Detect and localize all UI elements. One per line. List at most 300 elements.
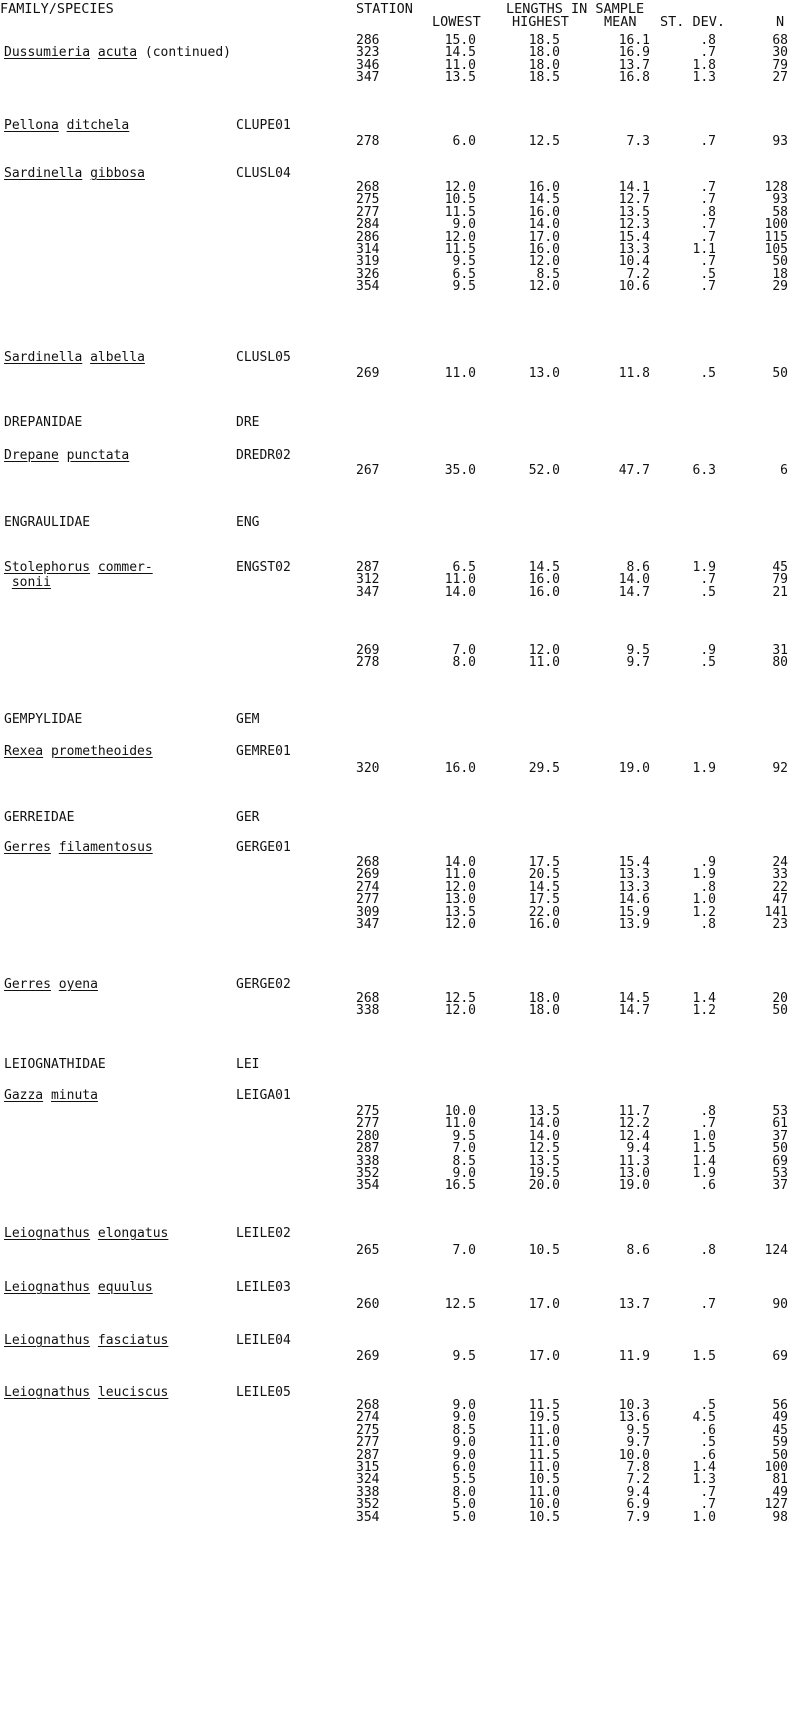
- st-dev-cell: .7: [700, 254, 716, 270]
- mean-cell: 7.2: [626, 266, 650, 282]
- mean-cell: 13.5: [618, 204, 650, 220]
- station-cell: 287: [356, 1447, 380, 1463]
- n-cell: 50: [772, 366, 788, 381]
- n-cell: 37: [772, 1178, 788, 1194]
- highest-cell: 16.0: [528, 584, 560, 600]
- lowest-cell: 12.0: [444, 916, 476, 932]
- mean-cell: 13.9: [618, 916, 650, 932]
- station-cell: 323: [356, 45, 380, 61]
- lowest-cell: 6.0: [452, 134, 476, 149]
- st-dev-cell: .7: [700, 1116, 716, 1132]
- table-row: [0, 366, 800, 381]
- table-row: [0, 1106, 800, 1118]
- highest-cell: 14.5: [528, 560, 560, 575]
- lowest-cell: 9.0: [452, 217, 476, 233]
- measurement-rows: [0, 182, 800, 294]
- st-dev-cell: .6: [700, 1422, 716, 1438]
- lowest-cell: 9.0: [452, 1165, 476, 1181]
- mean-cell: 13.7: [618, 57, 650, 73]
- n-cell: 31: [772, 643, 788, 658]
- lowest-cell: 9.5: [452, 254, 476, 270]
- mean-cell: 15.4: [618, 229, 650, 245]
- mean-cell: 7.2: [626, 1472, 650, 1488]
- station-cell: 309: [356, 904, 380, 920]
- n-cell: 53: [772, 1104, 788, 1119]
- lowest-cell: 9.5: [452, 1128, 476, 1144]
- lowest-cell: 8.0: [452, 1484, 476, 1500]
- table-row: [0, 35, 800, 47]
- station-cell: 278: [356, 655, 380, 671]
- st-dev-cell: .7: [700, 1484, 716, 1500]
- n-cell: 6: [780, 463, 788, 478]
- station-cell: 324: [356, 1472, 380, 1488]
- highest-cell: 11.0: [528, 1422, 560, 1438]
- lowest-cell: 9.0: [452, 1435, 476, 1451]
- station-cell: 338: [356, 1003, 380, 1019]
- st-dev-cell: 1.0: [692, 1128, 716, 1144]
- lowest-header: LOWEST: [432, 14, 481, 30]
- mean-cell: 12.7: [618, 192, 650, 208]
- st-dev-cell: 1.0: [692, 1509, 716, 1525]
- table-row: [0, 1153, 800, 1169]
- highest-cell: 16.0: [528, 180, 560, 195]
- table-row: [0, 256, 800, 268]
- table-row: [0, 1143, 800, 1155]
- n-cell: 100: [764, 1459, 788, 1475]
- table-row: [0, 1459, 800, 1475]
- table-row: [0, 72, 800, 84]
- mean-cell: 14.5: [618, 991, 650, 1006]
- station-cell: 347: [356, 916, 380, 932]
- n-cell: 49: [772, 1410, 788, 1426]
- table-row: [0, 657, 800, 669]
- station-cell: 260: [356, 1297, 380, 1312]
- highest-cell: 18.0: [528, 45, 560, 61]
- station-cell: 286: [356, 229, 380, 245]
- n-cell: 30: [772, 45, 788, 61]
- station-cell: 354: [356, 279, 380, 295]
- n-cell: 20: [772, 991, 788, 1006]
- mean-cell: 10.6: [618, 279, 650, 295]
- st-dev-cell: 1.1: [692, 241, 716, 257]
- n-cell: 45: [772, 1422, 788, 1438]
- n-cell: 21: [772, 584, 788, 600]
- highest-cell: 14.5: [528, 192, 560, 208]
- st-dev-cell: .7: [700, 134, 716, 149]
- table-row: [0, 879, 800, 895]
- highest-cell: 22.0: [528, 904, 560, 920]
- st-dev-cell: 1.4: [692, 991, 716, 1006]
- station-cell: 269: [356, 1349, 380, 1364]
- table-row: [0, 194, 800, 206]
- measurement-rows: [0, 761, 800, 776]
- n-cell: 80: [772, 655, 788, 671]
- lowest-cell: 13.5: [444, 904, 476, 920]
- lowest-cell: 5.0: [452, 1509, 476, 1525]
- species-name: Leiognathus fasciatus: [4, 1333, 169, 1348]
- mean-cell: 47.7: [618, 463, 650, 478]
- n-cell: 23: [772, 916, 788, 932]
- n-cell: 98: [772, 1509, 788, 1525]
- station-cell: 352: [356, 1497, 380, 1513]
- species-code: CLUSL05: [236, 350, 291, 365]
- station-cell: 319: [356, 254, 380, 270]
- species-code: ENGST02: [236, 560, 291, 575]
- lowest-cell: 9.0: [452, 1447, 476, 1463]
- lowest-cell: 12.0: [444, 879, 476, 895]
- measurement-rows: [0, 35, 800, 85]
- species-code: GEM: [236, 712, 260, 727]
- table-row: [0, 1297, 800, 1312]
- table-row: [0, 281, 800, 293]
- station-cell: 320: [356, 761, 380, 776]
- highest-cell: 20.5: [528, 867, 560, 883]
- lowest-cell: 9.5: [452, 1349, 476, 1364]
- n-cell: 58: [772, 204, 788, 220]
- species-name: Dussumieria acuta (continued): [4, 45, 231, 60]
- station-cell: 347: [356, 70, 380, 86]
- station-cell: 275: [356, 1104, 380, 1119]
- table-row: [0, 584, 800, 600]
- highest-cell: 16.0: [528, 916, 560, 932]
- st-dev-cell: 1.3: [692, 70, 716, 86]
- st-dev-cell: .5: [700, 266, 716, 282]
- species-name: Pellona ditchela: [4, 118, 130, 133]
- measurement-rows: [0, 1400, 800, 1524]
- n-cell: 90: [772, 1297, 788, 1312]
- st-dev-cell: .5: [700, 1435, 716, 1451]
- mean-cell: 13.3: [618, 241, 650, 257]
- measurement-rows: [0, 645, 800, 670]
- station-cell: 275: [356, 192, 380, 208]
- highest-cell: 12.0: [528, 254, 560, 270]
- highest-cell: 12.5: [528, 134, 560, 149]
- highest-cell: 12.5: [528, 1141, 560, 1157]
- n-cell: 68: [772, 33, 788, 48]
- station-cell: 269: [356, 867, 380, 883]
- st-dev-cell: .8: [700, 204, 716, 220]
- highest-cell: 13.0: [528, 366, 560, 381]
- station-cell: 265: [356, 1243, 380, 1258]
- table-row: [0, 134, 800, 149]
- table-row: [0, 904, 800, 920]
- station-cell: 346: [356, 57, 380, 73]
- highest-cell: 12.0: [528, 643, 560, 658]
- table-row: [0, 1400, 800, 1412]
- measurement-rows: [0, 366, 800, 381]
- n-cell: 93: [772, 192, 788, 208]
- station-cell: 275: [356, 1422, 380, 1438]
- mean-cell: 6.9: [626, 1497, 650, 1513]
- highest-cell: 10.5: [528, 1509, 560, 1525]
- n-cell: 69: [772, 1153, 788, 1169]
- species-code: GERGE01: [236, 840, 291, 855]
- species-code: CLUSL04: [236, 166, 291, 181]
- st-dev-cell: .7: [700, 572, 716, 588]
- n-cell: 50: [772, 254, 788, 270]
- st-dev-cell: 1.5: [692, 1141, 716, 1157]
- highest-cell: 16.0: [528, 204, 560, 220]
- mean-cell: 12.3: [618, 217, 650, 233]
- st-dev-cell: .7: [700, 1497, 716, 1513]
- lowest-cell: 10.5: [444, 192, 476, 208]
- species-name: GERREIDAE: [4, 810, 75, 825]
- mean-cell: 12.2: [618, 1116, 650, 1132]
- lowest-cell: 15.0: [444, 33, 476, 48]
- st-dev-cell: .7: [700, 229, 716, 245]
- n-cell: 59: [772, 1435, 788, 1451]
- lowest-cell: 6.5: [452, 560, 476, 575]
- n-cell: 27: [772, 70, 788, 86]
- measurement-rows: [0, 562, 800, 599]
- st-dev-cell: 1.9: [692, 1165, 716, 1181]
- lowest-cell: 5.5: [452, 1472, 476, 1488]
- measurement-rows: [0, 1297, 800, 1312]
- highest-cell: 12.0: [528, 279, 560, 295]
- n-cell: 81: [772, 1472, 788, 1488]
- mean-header: MEAN: [604, 14, 637, 30]
- station-cell: 274: [356, 879, 380, 895]
- n-cell: 92: [772, 761, 788, 776]
- station-cell: 280: [356, 1128, 380, 1144]
- st-dev-cell: .7: [700, 45, 716, 61]
- lowest-cell: 10.0: [444, 1104, 476, 1119]
- lowest-cell: 12.0: [444, 180, 476, 195]
- table-row: [0, 869, 800, 881]
- station-cell: 277: [356, 1435, 380, 1451]
- n-cell: 128: [764, 180, 788, 195]
- species-name: Gerres oyena: [4, 977, 98, 992]
- mean-cell: 13.7: [618, 1297, 650, 1312]
- n-cell: 29: [772, 279, 788, 295]
- table-row: [0, 1349, 800, 1364]
- n-cell: 50: [772, 1447, 788, 1463]
- lowest-cell: 11.0: [444, 572, 476, 588]
- lowest-cell: 13.0: [444, 892, 476, 908]
- species-name: Rexea prometheoides: [4, 744, 153, 759]
- mean-cell: 14.1: [618, 180, 650, 195]
- lowest-cell: 8.5: [452, 1153, 476, 1169]
- mean-cell: 10.0: [618, 1447, 650, 1463]
- table-row: [0, 1474, 800, 1486]
- n-cell: 79: [772, 572, 788, 588]
- st-dev-cell: .5: [700, 1398, 716, 1413]
- table-row: [0, 182, 800, 194]
- species-code: GER: [236, 810, 260, 825]
- lowest-cell: 6.0: [452, 1459, 476, 1475]
- species-code: ENG: [236, 515, 260, 530]
- highest-cell: 18.5: [528, 33, 560, 48]
- highest-cell: 52.0: [528, 463, 560, 478]
- species-code: LEILE04: [236, 1333, 291, 1348]
- table-row: [0, 1180, 800, 1192]
- st-dev-cell: 1.2: [692, 904, 716, 920]
- highest-cell: 11.5: [528, 1398, 560, 1413]
- mean-cell: 9.5: [626, 643, 650, 658]
- highest-cell: 17.5: [528, 855, 560, 870]
- lowest-cell: 16.5: [444, 1178, 476, 1194]
- mean-cell: 7.8: [626, 1459, 650, 1475]
- table-row: [0, 204, 800, 220]
- st-dev-cell: .7: [700, 180, 716, 195]
- st-dev-cell: 1.4: [692, 1153, 716, 1169]
- st-dev-cell: .6: [700, 1447, 716, 1463]
- highest-cell: 29.5: [528, 761, 560, 776]
- st-dev-cell: .5: [700, 655, 716, 671]
- highest-cell: 14.5: [528, 879, 560, 895]
- n-cell: 115: [764, 229, 788, 245]
- st-dev-header: ST. DEV.: [660, 14, 726, 30]
- lowest-cell: 7.0: [452, 1141, 476, 1157]
- n-cell: 53: [772, 1165, 788, 1181]
- mean-cell: 7.3: [626, 134, 650, 149]
- highest-cell: 11.0: [528, 1459, 560, 1475]
- table-row: [0, 229, 800, 245]
- highest-cell: 10.0: [528, 1497, 560, 1513]
- n-cell: 124: [764, 1243, 788, 1258]
- station-cell: 347: [356, 584, 380, 600]
- mean-cell: 11.8: [618, 366, 650, 381]
- lowest-cell: 11.0: [444, 57, 476, 73]
- table-row: [0, 1412, 800, 1424]
- n-cell: 50: [772, 1141, 788, 1157]
- station-header: STATION: [356, 1, 413, 17]
- mean-cell: 16.1: [618, 33, 650, 48]
- n-cell: 69: [772, 1349, 788, 1364]
- station-cell: 338: [356, 1153, 380, 1169]
- table-row: [0, 1422, 800, 1438]
- highest-cell: 19.5: [528, 1165, 560, 1181]
- lowest-cell: 7.0: [452, 1243, 476, 1258]
- table-row: [0, 1447, 800, 1463]
- mean-cell: 14.7: [618, 1003, 650, 1019]
- n-cell: 24: [772, 855, 788, 870]
- mean-cell: 13.3: [618, 879, 650, 895]
- table-row: [0, 857, 800, 869]
- mean-cell: 15.4: [618, 855, 650, 870]
- measurement-rows: [0, 857, 800, 931]
- station-cell: 269: [356, 643, 380, 658]
- highest-cell: 18.0: [528, 1003, 560, 1019]
- lowest-cell: 13.5: [444, 70, 476, 86]
- mean-cell: 10.3: [618, 1398, 650, 1413]
- n-cell: 61: [772, 1116, 788, 1132]
- n-cell: 56: [772, 1398, 788, 1413]
- station-cell: 352: [356, 1165, 380, 1181]
- lowest-cell: 11.0: [444, 366, 476, 381]
- st-dev-cell: .7: [700, 1297, 716, 1312]
- mean-cell: 15.9: [618, 904, 650, 920]
- mean-cell: 7.9: [626, 1509, 650, 1525]
- table-row: [0, 761, 800, 776]
- n-cell: 18: [772, 266, 788, 282]
- table-row: [0, 1484, 800, 1500]
- st-dev-cell: .8: [700, 879, 716, 895]
- n-cell: 47: [772, 892, 788, 908]
- species-code: DREDR02: [236, 448, 291, 463]
- n-cell: 50: [772, 1003, 788, 1019]
- n-cell: 45: [772, 560, 788, 575]
- table-row: [0, 47, 800, 59]
- n-cell: 127: [764, 1497, 788, 1513]
- highest-cell: 11.5: [528, 1447, 560, 1463]
- table-row: [0, 1165, 800, 1181]
- st-dev-cell: .6: [700, 1178, 716, 1194]
- mean-cell: 14.0: [618, 572, 650, 588]
- mean-cell: 16.8: [618, 70, 650, 86]
- station-cell: 314: [356, 241, 380, 257]
- mean-cell: 8.6: [626, 560, 650, 575]
- mean-cell: 13.3: [618, 867, 650, 883]
- table-row: [0, 1509, 800, 1525]
- table-row: [0, 241, 800, 257]
- species-name: Gerres filamentosus: [4, 840, 153, 855]
- st-dev-cell: 1.8: [692, 57, 716, 73]
- lowest-cell: 12.5: [444, 1297, 476, 1312]
- table-row: [0, 916, 800, 932]
- species-name: Stolephorus commer- sonii: [4, 560, 153, 590]
- species-code: DRE: [236, 415, 260, 430]
- table-row: [0, 266, 800, 282]
- mean-cell: 9.4: [626, 1484, 650, 1500]
- st-dev-cell: .8: [700, 33, 716, 48]
- lowest-cell: 11.0: [444, 867, 476, 883]
- station-cell: 268: [356, 1398, 380, 1413]
- mean-cell: 9.7: [626, 655, 650, 671]
- highest-cell: 20.0: [528, 1178, 560, 1194]
- n-cell: 33: [772, 867, 788, 883]
- species-name: GEMPYLIDAE: [4, 712, 83, 727]
- highest-cell: 8.5: [536, 266, 560, 282]
- n-cell: 37: [772, 1128, 788, 1144]
- species-name: Sardinella gibbosa: [4, 166, 145, 181]
- station-cell: 274: [356, 1410, 380, 1426]
- station-cell: 287: [356, 560, 380, 575]
- table-row: [0, 574, 800, 586]
- highest-cell: 10.5: [528, 1243, 560, 1258]
- st-dev-cell: 1.0: [692, 892, 716, 908]
- highest-cell: 17.0: [528, 1297, 560, 1312]
- species-name: LEIOGNATHIDAE: [4, 1057, 106, 1072]
- species-code: LEIGA01: [236, 1088, 291, 1103]
- highest-cell: 18.0: [528, 57, 560, 73]
- species-name: Drepane punctata: [4, 448, 130, 463]
- mean-cell: 14.6: [618, 892, 650, 908]
- station-cell: 268: [356, 855, 380, 870]
- table-row: [0, 1118, 800, 1130]
- st-dev-cell: 1.4: [692, 1459, 716, 1475]
- lowest-cell: 8.5: [452, 1422, 476, 1438]
- highest-cell: 14.0: [528, 1128, 560, 1144]
- highest-cell: 17.5: [528, 892, 560, 908]
- n-cell: 93: [772, 134, 788, 149]
- mean-cell: 9.7: [626, 1435, 650, 1451]
- measurement-rows: [0, 1106, 800, 1193]
- lowest-cell: 11.0: [444, 1116, 476, 1132]
- st-dev-cell: 6.3: [692, 463, 716, 478]
- st-dev-cell: .8: [700, 1104, 716, 1119]
- lowest-cell: 16.0: [444, 761, 476, 776]
- highest-cell: 10.5: [528, 1472, 560, 1488]
- measurement-rows: [0, 993, 800, 1018]
- table-row: [0, 1005, 800, 1017]
- species-name: Leiognathus elongatus: [4, 1226, 169, 1241]
- lowest-cell: 9.0: [452, 1398, 476, 1413]
- mean-cell: 9.4: [626, 1141, 650, 1157]
- mean-cell: 19.0: [618, 1178, 650, 1194]
- highest-cell: 17.0: [528, 229, 560, 245]
- station-cell: 287: [356, 1141, 380, 1157]
